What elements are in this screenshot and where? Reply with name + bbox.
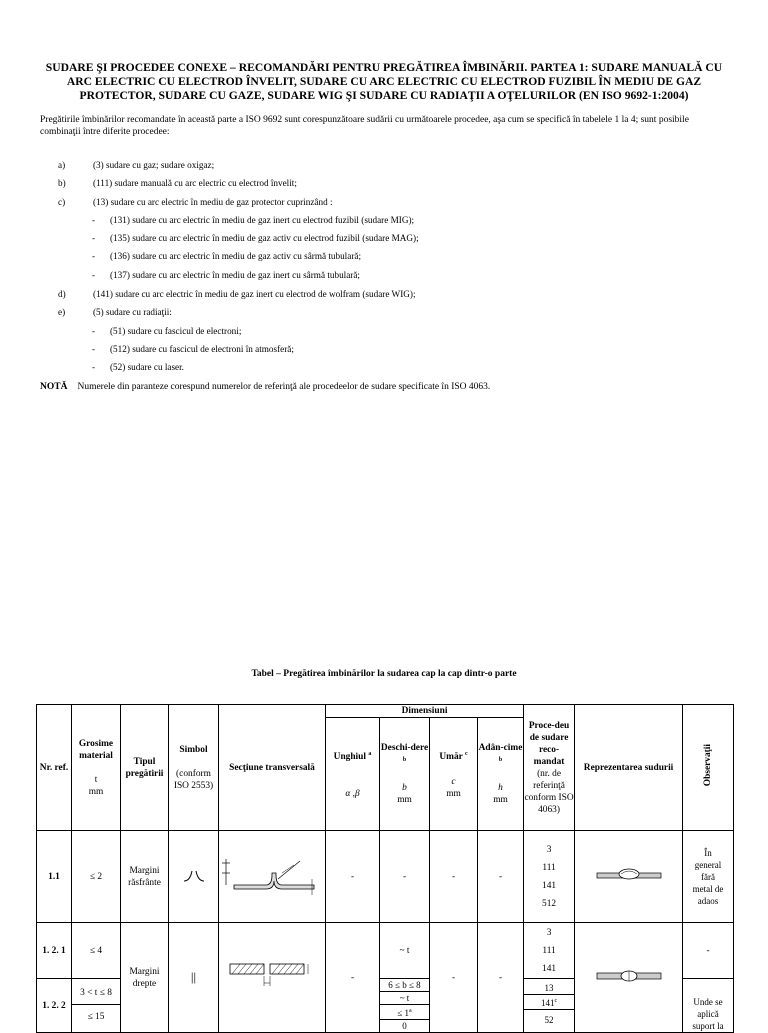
table-caption: Tabel – Pregătirea îmbinărilor la sudarea cap la cap dintr-o parte bbox=[251, 669, 517, 679]
symbol-flanged bbox=[169, 831, 219, 923]
header-observatii: Observaţii bbox=[683, 705, 734, 831]
note-label: NOTĂ bbox=[40, 382, 68, 392]
header-nr: Nr. ref. bbox=[37, 705, 72, 831]
table-row: 1.1 ≤ 2 Margini răsfrânte - - - - 3 111 141 512 În general fără metal de adaos bbox=[37, 831, 734, 923]
joint-preparation-table bbox=[36, 704, 734, 1033]
header-grosime: Grosime material t mm bbox=[72, 705, 121, 831]
process-cell: 13 141$^c$ 52 bbox=[524, 979, 575, 1033]
cross-section-flanged bbox=[219, 831, 326, 923]
header-sectiune: Secţiune transversală bbox=[219, 705, 326, 831]
header-simbol: Simbol (conform ISO 2553) bbox=[169, 705, 219, 831]
weld-representation-square bbox=[575, 923, 683, 1033]
table-row: 1. 2. 1 ≤ 4 Margini drepte || - ~ t - - 3 111 141 - bbox=[37, 923, 734, 979]
header-umar: Umăr $^c$ c mm bbox=[430, 718, 478, 831]
header-deschidere: Deschi-dere $^b$ b mm bbox=[380, 718, 430, 831]
note bbox=[40, 382, 490, 392]
cross-section-square bbox=[219, 923, 326, 1033]
process-cell: 3 111 141 512 bbox=[524, 831, 575, 923]
header-unghiul: Unghiul $^a$ α ,β bbox=[326, 718, 380, 831]
intro-paragraph: Pregătirile îmbinărilor recomandate în această parte a ISO 9692 sunt corespunzătoare sudării cu următoarele procedee, aşa cum se specifică în tabelele 1 la 4; sunt posibile combinaţii între diferite procedee: bbox=[40, 115, 689, 137]
opening-cell: 6 ≤ b ≤ 8 ~ t ≤ $1^a$ 0 bbox=[380, 979, 430, 1033]
thickness-cell: 3 < t ≤ 8 ≤ 15 bbox=[72, 979, 121, 1033]
header-tipul: Tipul pregătirii bbox=[121, 705, 169, 831]
symbol-square: || bbox=[169, 923, 219, 1033]
header-reprezentarea: Reprezentarea sudurii bbox=[575, 705, 683, 831]
header-procedeu: Proce-deu de sudare reco-mandat (nr. de referinţă conform ISO 4063) bbox=[524, 705, 575, 831]
weld-representation-flanged bbox=[575, 831, 683, 923]
note-text: Numerele din paranteze corespund numerelor de referinţă ale procedeelor de sudare specificate în ISO 4063. bbox=[77, 382, 491, 392]
document-title: SUDARE ŞI PROCEDEE CONEXE – RECOMANDĂRI PENTRU PREGĂTIREA ÎMBINĂRII. PARTEA 1: SUDARE MANUALĂ CU ARC ELECTRIC CU ELECTROD ÎNVELIT, SUDARE CU ARC ELECTRIC CU ELECTROD FUZIBIL ÎN MEDIU DE GAZ PROTECTOR, SUDARE CU GAZE, SUDARE WIG ŞI SUDARE CU RADIAŢII A OŢELURILOR (EN ISO 9692-1:2004) bbox=[45, 61, 723, 102]
header-dimensiuni: Dimensiuni bbox=[326, 705, 524, 718]
observatii-cell: În general fără metal de adaos bbox=[683, 831, 734, 923]
process-cell: 3 111 141 bbox=[524, 923, 575, 979]
header-adancime: Adân-cime $^b$ h mm bbox=[478, 718, 524, 831]
observatii-cell: Unde se aplică suport la bbox=[683, 979, 734, 1033]
table-row: 1. 2. 2 3 < t ≤ 8 ≤ 15 6 ≤ b ≤ 8 ~ t ≤ $1^a$ 0 13 141$^c$ 52 Unde se aplică suport la bbox=[37, 979, 734, 1033]
